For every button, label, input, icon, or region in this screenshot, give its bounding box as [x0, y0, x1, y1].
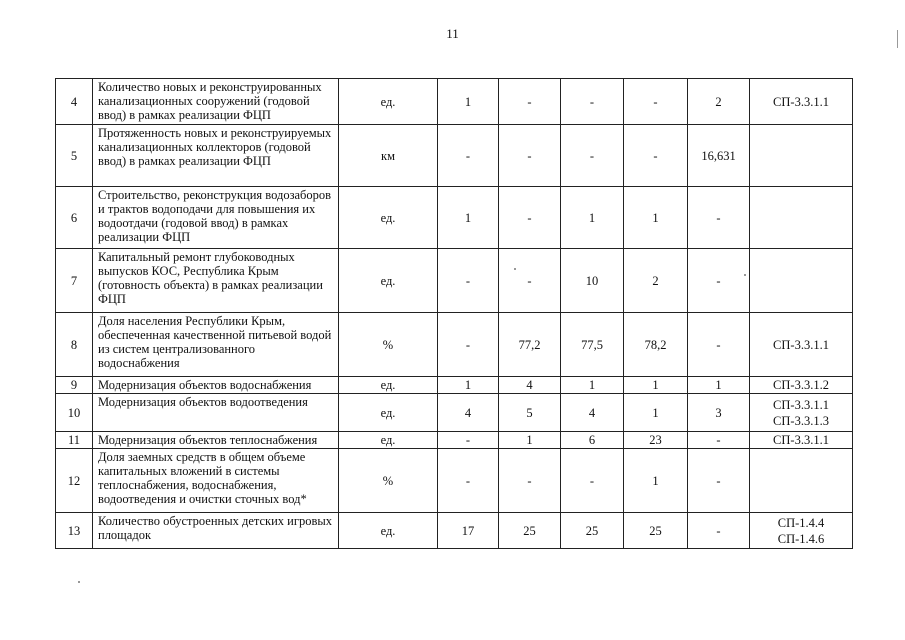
program-reference-code: СП-3.3.1.3 — [773, 413, 829, 428]
indicator-value: - — [499, 79, 561, 125]
indicator-name: Доля заемных средств в общем объеме капитальных вложений в системы теплоснабжения, водоснабжения, водоотведения и очистки сточных вод* — [93, 449, 339, 513]
indicator-value: 77,2 — [499, 313, 561, 377]
indicator-value: 17 — [438, 513, 499, 549]
unit-of-measure: ед. — [339, 432, 438, 449]
table-row — [56, 187, 853, 249]
indicator-value: 23 — [624, 432, 688, 449]
row-number: 7 — [56, 249, 93, 313]
row-number: 10 — [56, 394, 93, 432]
indicator-value: - — [624, 125, 688, 187]
program-reference-code: СП-3.3.1.1 — [773, 397, 829, 412]
indicator-value: - — [499, 249, 561, 313]
table-row — [56, 377, 853, 394]
program-reference — [750, 249, 853, 313]
page-number: 11 — [446, 26, 459, 41]
indicator-value: 4 — [438, 394, 499, 432]
table-row — [56, 449, 853, 513]
table-row — [56, 79, 853, 125]
indicator-value: 25 — [499, 513, 561, 549]
table-row — [56, 313, 853, 377]
indicator-value: 1 — [561, 377, 624, 394]
program-reference-code: СП-3.3.1.1 — [773, 94, 829, 109]
indicator-name: Строительство, реконструкция водозаборов и трактов водоподачи для повышения их водоотдачи (годовой ввод) в рамках реализации ФЦП — [93, 187, 339, 249]
program-reference-code: СП-3.3.1.1 — [773, 433, 829, 447]
indicator-value: - — [688, 449, 750, 513]
unit-of-measure: ед. — [339, 377, 438, 394]
table-row — [56, 432, 853, 449]
program-reference — [750, 313, 853, 377]
scan-speck — [514, 268, 516, 270]
indicator-value: 5 — [499, 394, 561, 432]
row-number: 9 — [56, 377, 93, 394]
unit-of-measure: км — [339, 125, 438, 187]
indicator-value: - — [499, 449, 561, 513]
program-reference-code: СП-3.3.1.2 — [773, 378, 829, 392]
indicator-value: - — [688, 187, 750, 249]
indicator-value: 2 — [688, 79, 750, 125]
indicator-value: - — [688, 432, 750, 449]
indicator-name: Протяженность новых и реконструируемых канализационных коллекторов (годовой ввод) в рамках реализации ФЦП — [93, 125, 339, 187]
scan-speck — [744, 274, 746, 276]
table-body — [56, 79, 853, 549]
row-number: 4 — [56, 79, 93, 125]
indicator-value: - — [438, 125, 499, 187]
indicator-value: - — [624, 79, 688, 125]
indicator-value: 1 — [624, 187, 688, 249]
indicator-value: - — [688, 313, 750, 377]
row-number: 5 — [56, 125, 93, 187]
indicator-value: 1 — [624, 377, 688, 394]
indicator-value: - — [499, 187, 561, 249]
unit-of-measure: ед. — [339, 249, 438, 313]
program-reference — [750, 432, 853, 449]
indicator-name: Доля населения Республики Крым, обеспеченная качественной питьевой водой из систем централизованного водоснабжения — [93, 313, 339, 377]
indicator-value: 1 — [438, 79, 499, 125]
indicator-value: - — [438, 313, 499, 377]
indicator-name: Капитальный ремонт глубоководных выпусков КОС, Республика Крым (готовность объекта) в рамках реализации ФЦП — [93, 249, 339, 313]
indicator-name: Количество обустроенных детских игровых площадок — [93, 513, 339, 549]
program-reference — [750, 79, 853, 125]
indicator-value: 4 — [561, 394, 624, 432]
indicator-value: - — [438, 449, 499, 513]
unit-of-measure: % — [339, 449, 438, 513]
table-row — [56, 249, 853, 313]
indicator-value: 1 — [438, 377, 499, 394]
row-number: 13 — [56, 513, 93, 549]
indicator-value: - — [561, 449, 624, 513]
indicator-value: 77,5 — [561, 313, 624, 377]
unit-of-measure: % — [339, 313, 438, 377]
scan-edge-mark — [897, 30, 898, 48]
indicator-value: 25 — [561, 513, 624, 549]
indicator-value: 10 — [561, 249, 624, 313]
indicator-value: 2 — [624, 249, 688, 313]
program-reference-code: СП-1.4.4 — [777, 515, 825, 530]
indicator-value: 1 — [499, 432, 561, 449]
table-row — [56, 394, 853, 432]
program-reference-code: СП-3.3.1.1 — [773, 337, 829, 352]
program-reference — [750, 187, 853, 249]
indicator-value: 16,631 — [688, 125, 750, 187]
program-reference — [750, 394, 853, 432]
row-number: 11 — [56, 432, 93, 449]
indicator-value: 1 — [624, 394, 688, 432]
indicator-value: - — [688, 513, 750, 549]
indicators-table — [55, 78, 853, 549]
indicator-value: - — [438, 432, 499, 449]
indicator-name: Модернизация объектов водоснабжения — [93, 377, 339, 394]
row-number: 8 — [56, 313, 93, 377]
indicator-value: 78,2 — [624, 313, 688, 377]
unit-of-measure: ед. — [339, 394, 438, 432]
program-reference — [750, 513, 853, 549]
indicator-value: 3 — [688, 394, 750, 432]
unit-of-measure: ед. — [339, 79, 438, 125]
indicator-value: - — [438, 249, 499, 313]
indicator-value: 1 — [438, 187, 499, 249]
program-reference — [750, 449, 853, 513]
indicator-value: 1 — [624, 449, 688, 513]
indicator-name: Модернизация объектов водоотведения — [93, 394, 339, 432]
indicator-value: 1 — [561, 187, 624, 249]
scan-speck — [78, 581, 80, 583]
unit-of-measure: ед. — [339, 513, 438, 549]
row-number: 6 — [56, 187, 93, 249]
indicator-value: - — [688, 249, 750, 313]
indicator-value: 6 — [561, 432, 624, 449]
program-reference — [750, 377, 853, 394]
indicator-value: - — [561, 125, 624, 187]
program-reference — [750, 125, 853, 187]
indicator-value: - — [499, 125, 561, 187]
indicator-name: Модернизация объектов теплоснабжения — [93, 432, 339, 449]
program-reference-code: СП-1.4.6 — [777, 531, 825, 546]
table-row — [56, 125, 853, 187]
indicator-value: 25 — [624, 513, 688, 549]
indicator-value: 4 — [499, 377, 561, 394]
unit-of-measure: ед. — [339, 187, 438, 249]
indicator-value: - — [561, 79, 624, 125]
table-row — [56, 513, 853, 549]
row-number: 12 — [56, 449, 93, 513]
indicator-name: Количество новых и реконструированных канализационных сооружений (годовой ввод) в рамках реализации ФЦП — [93, 79, 339, 125]
indicator-value: 1 — [688, 377, 750, 394]
